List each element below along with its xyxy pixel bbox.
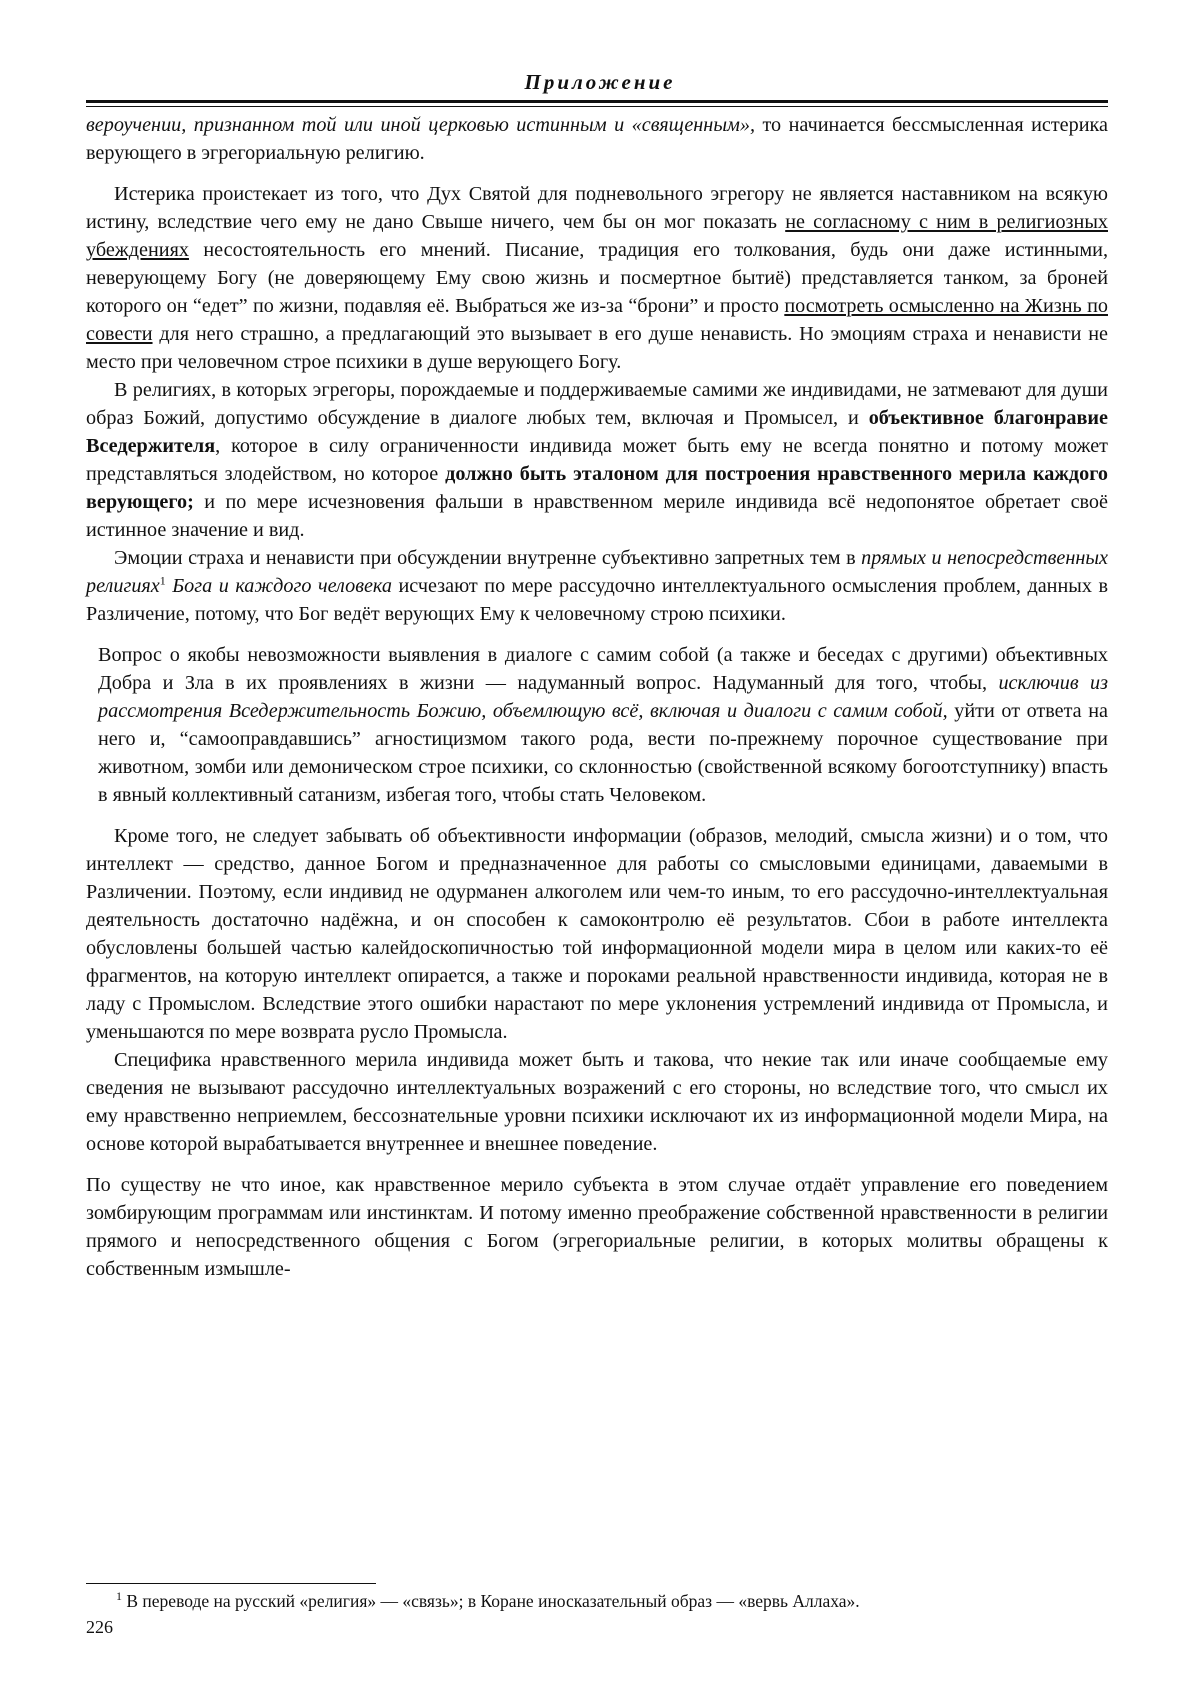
text-span: несостоятельность его мнений. Писание, традиция его толкования, будь они даже истинными, неверующему Богу (не доверяющему Ему свою жизнь и посмертное бытиё) представляется танком, за броней которого он “едет” по жизни, подавляя её. Выбраться же из-за “брони” и просто: [86, 239, 1108, 317]
text-span: для него страшно, а предлагающий это вызывает в его душе ненависть. Но эмоциям страха и ненависти не место при человечном строе психики в душе верующего Богу.: [86, 323, 1108, 373]
footnote-ref: 1: [159, 573, 166, 588]
paragraph-8: По существу не что иное, как нравственное мерило субъекта в этом случае отдаёт управление его поведением зомбирующим программам или инстинктам. И потому именно преображение собственной нравственности в религии прямого и непосредственного общения с Богом (эгрегориальные религии, в которых молитвы обращены к собственным измышле-: [86, 1174, 1108, 1280]
footnote-marker: 1: [116, 1589, 122, 1604]
bold-span: объективное благонравие Вседержителя: [86, 407, 1108, 457]
paragraph-5-quote: [86, 641, 1108, 809]
text-span: уйти от ответа на него и, “самооправдавшись” агностицизмом такого рода, вести по-прежнему порочное существование при животном, зомби или демоническом строе психики, со склонностью (свойственной всякому богоотступнику) впасть в явный коллективный сатанизм, избегая того, чтобы стать Человеком.: [98, 700, 1108, 806]
text-span: и по мере исчезновения фальши в нравственном мериле индивида всё недопонятое обретает своё истинное значение и вид.: [86, 491, 1108, 541]
text-span: исчезают по мере рассудочно интеллектуального осмысления проблем, данных в Различение, потому, что Бог ведёт верующих Ему к человечному строю психики.: [86, 575, 1108, 625]
text-span: Истерика проистекает из того, что Дух Святой для подневольного эгрегору не является наставником на всякую истину, вследствие чего ему не дано Свыше ничего, чем бы он мог показать: [86, 183, 1108, 233]
paragraph-7: Специфика нравственного мерила индивида может быть и такова, что некие так или иначе сообщаемые ему сведения не вызывают рассудочно интеллектуальных возражений с его стороны, но вследствие того, что смысл их ему нравственно неприемлем, бессознательные уровни психики исключают их из информационной модели Мира, на основе которой вырабатывается внутреннее и внешнее поведение.: [86, 1049, 1108, 1155]
italic-span: Бога и каждого человека: [165, 575, 392, 597]
italic-span: вероучении, признанном той или иной церковью истинным и «священным»,: [86, 114, 756, 136]
text-span: Вопрос о якобы невозможности выявления в диалоге с самим собой (а также и беседах с другими) объективных Добра и Зла в их проявлениях в жизни — надуманный вопрос. Надуманный для того, чтобы,: [98, 644, 1108, 694]
text-span: Эмоции страха и ненависти при обсуждении внутренне субъективно запретных тем в: [114, 547, 862, 569]
paragraph-2: [86, 180, 1108, 376]
running-title: Приложение: [524, 70, 676, 94]
bold-span: должно быть эталоном для построения нравственного мерила каждого верующего;: [86, 463, 1108, 513]
underlined-span: посмотреть осмысленно на Жизнь по совести: [86, 295, 1108, 345]
footnote-text: В переводе на русский «религия» — «связь»; в Коране иносказательный образ — «вервь Аллаха».: [122, 1591, 860, 1611]
paragraph-4: [86, 544, 1108, 628]
header-rule-thick: [86, 100, 1108, 103]
main-text: [86, 111, 1108, 1283]
footnote: [86, 1590, 1108, 1612]
page-number: 226: [86, 1617, 113, 1637]
underlined-span: не согласному с ним в религиозных убеждениях: [86, 211, 1108, 261]
text-span: то начинается бессмысленная истерика верующего в эгрегориальную религию.: [86, 114, 1108, 164]
italic-span: исключив из рассмотрения Вседержительность Божию, объемлющую всё, включая и диалоги с самим собой,: [98, 672, 1108, 722]
text-span: , которое в силу ограниченности индивида может быть ему не всегда понятно и потому может представляться злодейством, но которое: [86, 435, 1108, 485]
text-span: В религиях, в которых эгрегоры, порождаемые и поддерживаемые самими же индивидами, не затмевают для души образ Божий, допустимо обсуждение в диалоге любых тем, включая и Промысел, и: [86, 379, 1108, 429]
paragraph-1: [86, 111, 1108, 167]
paragraph-6: Кроме того, не следует забывать об объективности информации (образов, мелодий, смысла жизни) и о том, что интеллект — средство, данное Богом и предназначенное для работы со смысловыми единицами, даваемыми в Различении. Поэтому, если индивид не одурманен алкоголем или чем-то иным, то его рассудочно-интеллектуальная деятельность достаточно надёжна, и он способен к самоконтролю её результатов. Сбои в работе интеллекта обусловлены большей частью калейдоскопичностью той информационной модели мира в целом или каких-то её фрагментов, на которую интеллект опирается, а также и пороками реальной нравственности индивида, которая не в ладу с Промыслом. Вследствие этого ошибки нарастают по мере уклонения устремлений индивида от Промысла, и уменьшаются по мере возврата русло Промысла.: [86, 825, 1108, 1043]
footnote-rule: [86, 1583, 376, 1584]
header-rule-thin: [86, 106, 1108, 107]
italic-span: прямых и непосредственных религиях: [86, 547, 1108, 597]
paragraph-3: [86, 376, 1108, 544]
